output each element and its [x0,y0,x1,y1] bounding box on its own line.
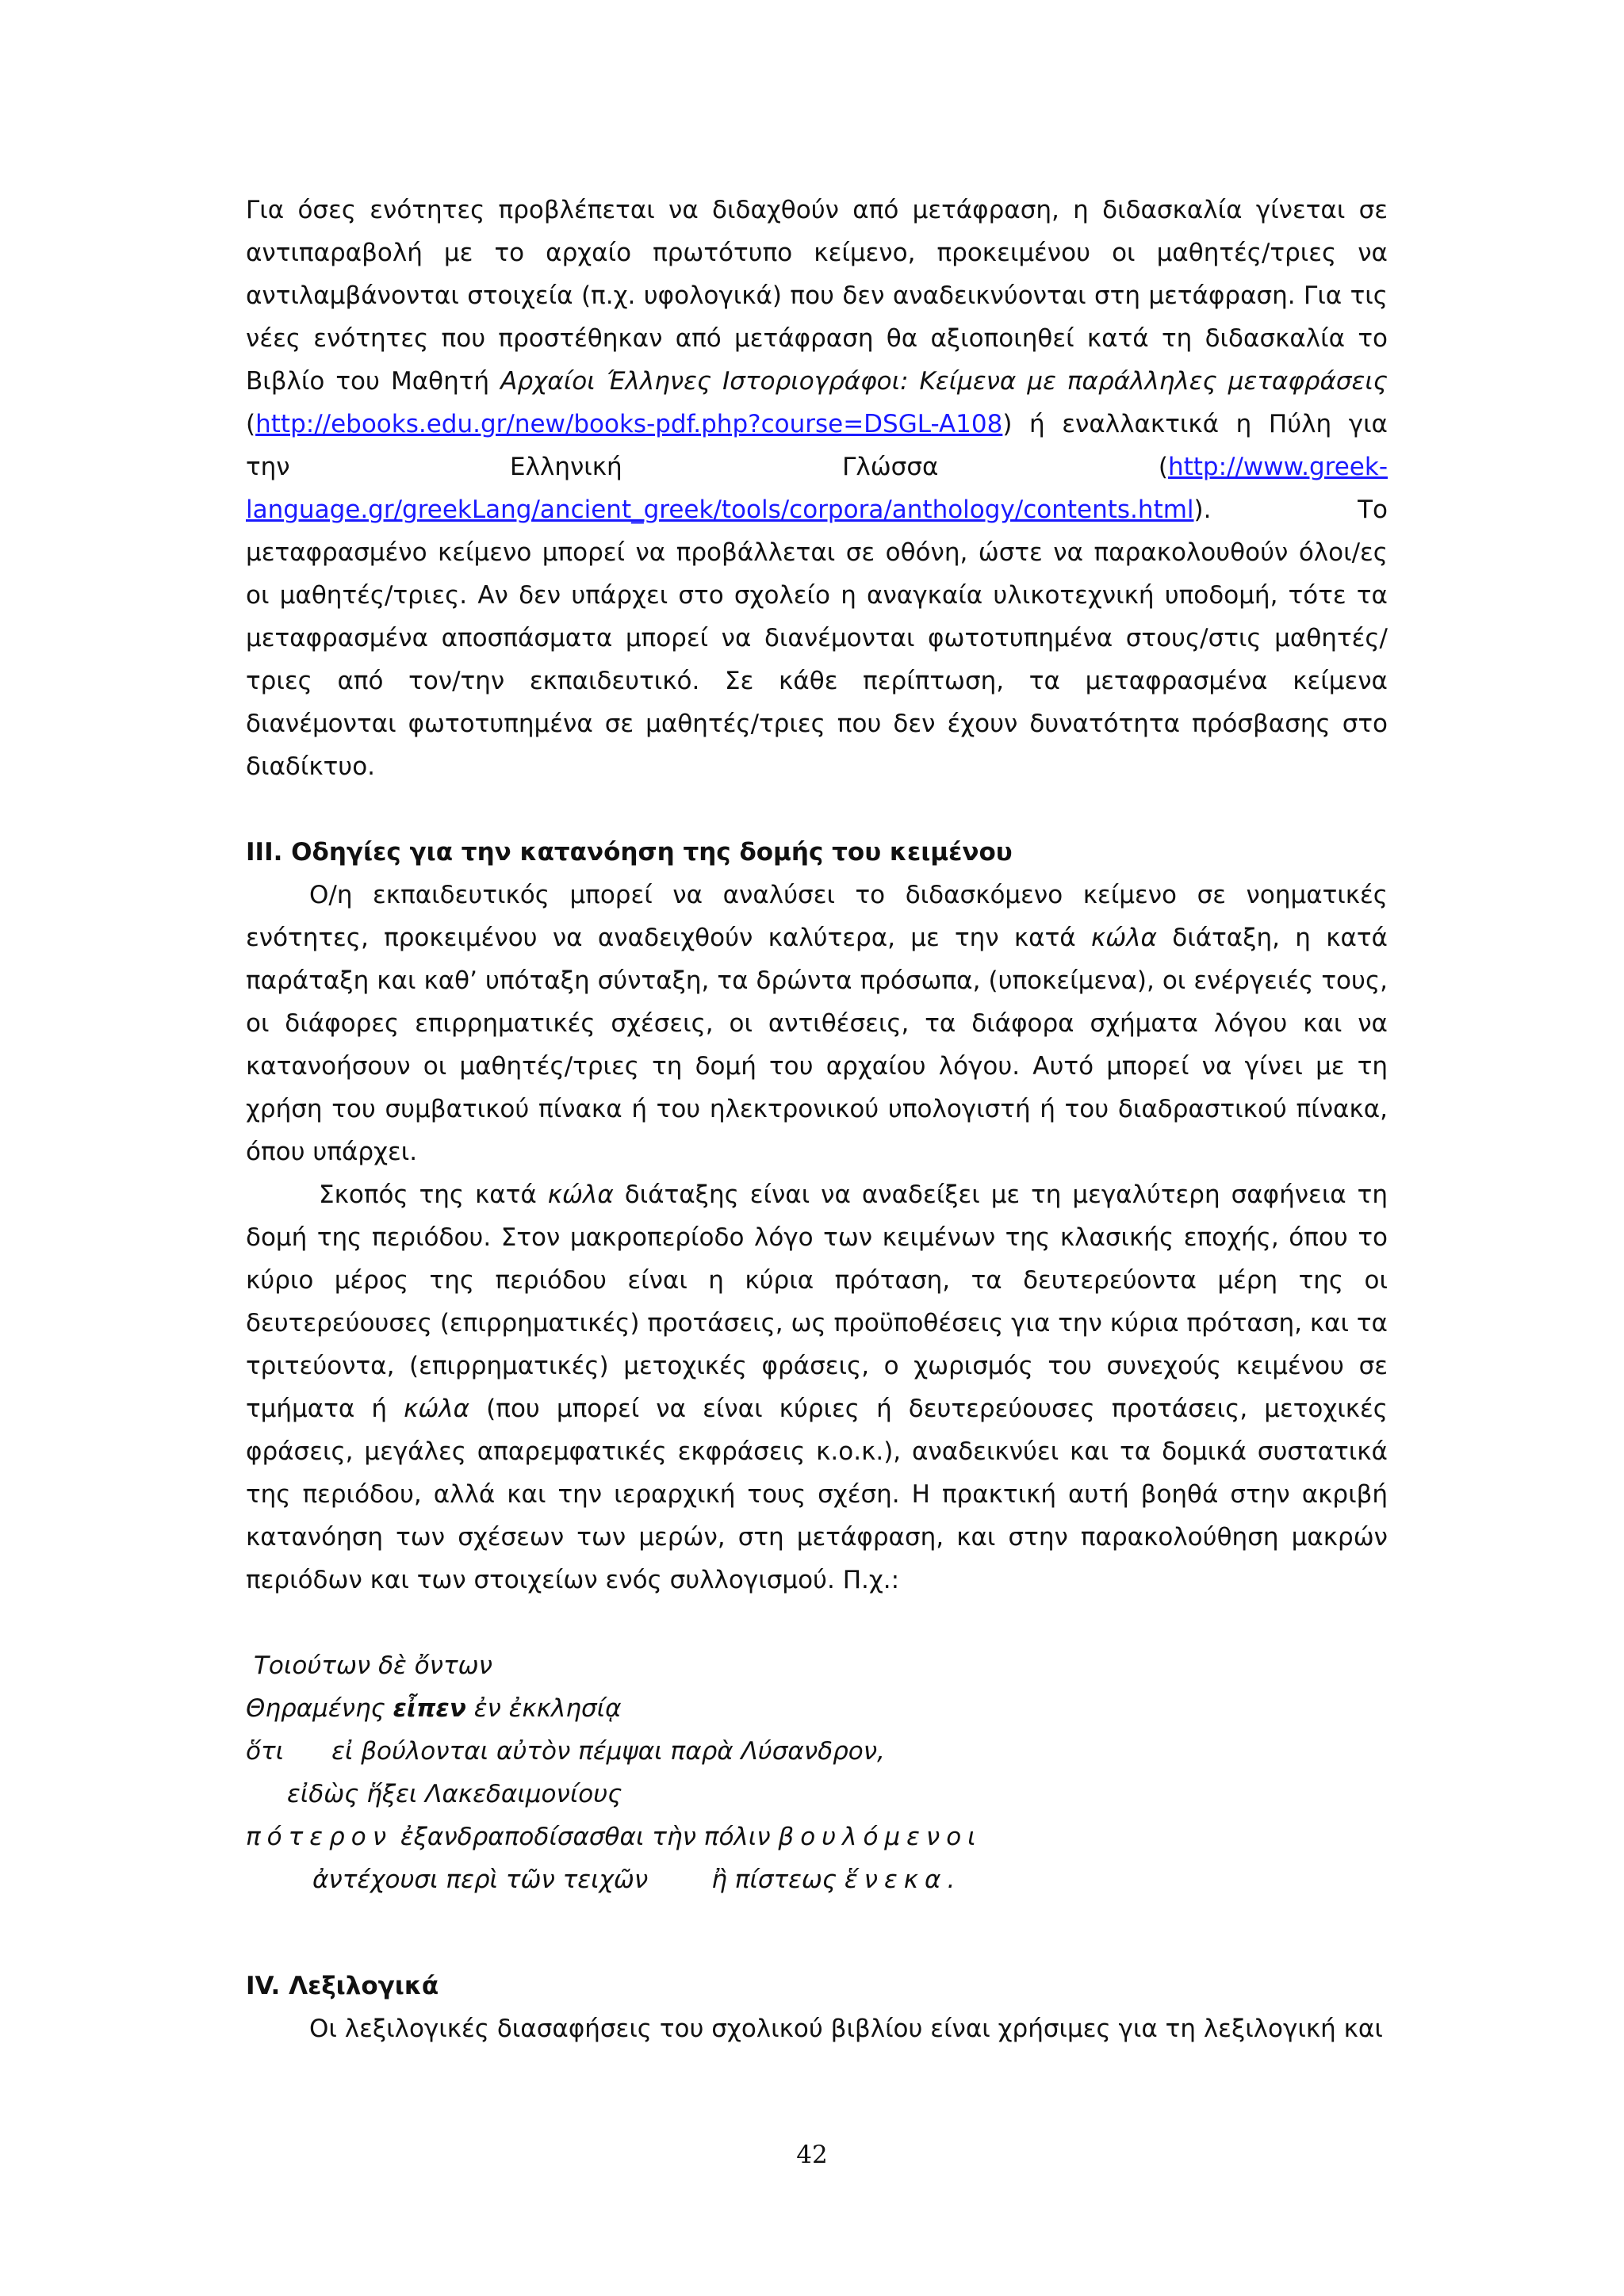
s3p1-text-b: διάταξη, η κατά παράταξη και καθ’ υπόταξη σύνταξη, τα δρώντα πρόσωπα, (υποκείμενα), οι ενέργειές τους, οι διάφορες επιρρηματικές σχέσεις, οι αντιθέσεις, τα διάφορα σχήματα λόγου και να κατανοήσουν οι μαθητές/τριες τη δομή του αρχαίου λόγου. Αυτό μπορεί να γίνει με τη χρήση του συμβατικού πίνακα ή του ηλεκτρονικού υπολογιστή ή του διαδραστικού πίνακα, όπου υπάρχει. [246,924,1388,1166]
intro-text-1: Για όσες ενότητες προβλέπεται να διδαχθούν από μετάφραση, η διδασκαλία γίνεται σε αντιπαραβολή με το αρχαίο πρωτότυπο κείμενο, προκειμένου οι μαθητές/τριες να αντιλαμβάνονται στοιχεία (π.χ. υφολογικά) που δεν αναδεικνύονται στη μετάφραση. Για τις νέες ενότητες που προστέθηκαν από μετάφραση θα αξιοποιηθεί κατά τη διδασκαλία το Βιβλίο του Μαθητή [246,196,1388,396]
kola-line-2-b: ἐν ἐκκλησίᾳ [465,1694,622,1723]
s3p2-text-b: διάταξης είναι να αναδείξει με τη μεγαλύτερη σαφήνεια τη δομή της περιόδου. Στον μακροπερίοδο λόγο των κειμένων της κλασικής εποχής, όπου το κύριο μέρος της περιόδου είναι η κύρια πρόταση, τα δευτερεύοντα μέρη της οι δευτερεύουσες (επιρρηματικές) προτάσεις, ως προϋποθέσεις για την κύρια πρόταση, και τα τριτεύοντα, (επιρρηματικές) μετοχικές φράσεις, ο χωρισμός του συνεχούς κειμένου σε τμήματα ή [246,1181,1388,1423]
intro-text-2: ( [246,410,256,438]
document-page [246,189,1388,2050]
s3p2-text-c: (που μπορεί να είναι κύριες ή δευτερεύουσες προτάσεις, μετοχικές φράσεις, μεγάλες απαρεμφατικές εκφράσεις κ.ο.κ.), αναδεικνύει και τα δομικά συστατικά της περιόδου, αλλά και την ιεραρχική τους σχέση. Η πρακτική αυτή βοηθά στην ακριβή κατανόηση των σχέσεων των μερών, στη μετάφραση, και στην παρακολούθηση μακρών περιόδων και των στοιχείων ενός συλλογισμού. Π.χ.: [246,1395,1388,1594]
kola-example [246,1644,1388,1901]
section-3-heading: ΙΙΙ. Οδηγίες για την κατανόηση της δομής του κειμένου [246,838,1013,867]
kola-line-5 [246,1816,1388,1858]
book-title: Αρχαίοι Έλληνες Ιστοριογράφοι: Κείμενα με παράλληλες μεταφράσεις [500,367,1388,396]
kola-line-6-c: ἕνεκα. [844,1866,962,1894]
kola-line-3 [246,1730,1388,1773]
kola-line-5-a: πότερον [246,1823,393,1851]
kola-line-6-b: ἢ πίστεως [711,1866,845,1894]
section-3-paragraph-1 [246,874,1388,1173]
intro-text-4: ). Το μεταφρασμένο κείμενο μπορεί να προβάλλεται σε οθόνη, ώστε να παρακολουθούν όλοι/ες οι μαθητές/τριες. Αν δεν υπάρχει στο σχολείο η αναγκαία υλικοτεχνική υποδομή, τότε τα μεταφρασμένα αποσπάσματα μπορεί να διανέμονται φωτοτυπημένα στους/στις μαθητές/τριες από τον/την εκπαιδευτικό. Σε κάθε περίπτωση, τα μεταφρασμένα κείμενα διανέμονται φωτοτυπημένα σε μαθητές/τριες που δεν έχουν δυνατότητα πρόσβασης στο διαδίκτυο. [246,496,1388,781]
kola-line-6 [246,1858,1388,1901]
kola-line-2 [246,1687,1388,1730]
s3p1-kola: κώλα [1090,924,1157,952]
intro-paragraph [246,189,1388,788]
kola-line-3-b: εἰ βούλονται αὐτὸν πέμψαι παρὰ Λύσανδρον, [331,1737,885,1766]
kola-line-1: Τοιούτων δὲ ὄντων [254,1651,492,1680]
kola-line-3-a: ὅτι [246,1737,285,1766]
s3p2-kola-1: κώλα [547,1181,614,1209]
s3p1-text-a: Ο/η εκπαιδευτικός μπορεί να αναλύσει το διδασκόμενο κείμενο σε νοηματικές ενότητες, προκειμένου να αναδειχθούν καλύτερα, με την κατά [246,881,1388,952]
kola-line-6-a: ἀντέχουσι περὶ τῶν τειχῶν [312,1866,649,1894]
kola-line-5-c: βουλόμενοι [778,1823,982,1851]
section-4-heading: IV. Λεξιλογικά [246,1972,439,2000]
kola-line-4: εἰδὼς ἥξει Λακεδαιμονίους [287,1780,622,1808]
greek-language-link[interactable]: http://www.greek-language.gr/greekLang/ancient_greek/tools/corpora/anthology/contents.html [246,453,1388,524]
s3p2-kola-2: κώλα [404,1395,470,1423]
ebooks-link[interactable]: http://ebooks.edu.gr/new/books-pdf.php?course=DSGL-A108 [255,410,1003,438]
kola-line-5-b: ἐξανδραποδίσασθαι τὴν πόλιν [393,1823,779,1851]
section-4-paragraph-1: Οι λεξιλογικές διασαφήσεις του σχολικού βιβλίου είναι χρήσιμες για τη λεξιλογική και [309,2015,1383,2043]
section-3-paragraph-2 [246,1173,1388,1601]
s3p2-text-a: Σκοπός της κατά [319,1181,548,1209]
intro-text-3: ) ή εναλλακτικά η Πύλη για την Ελληνική Γλώσσα ( [246,410,1388,481]
kola-line-2-a: Θηραμένης [246,1694,393,1723]
page-number: 42 [796,2141,828,2169]
kola-line-2-bold: εἶπεν [393,1694,466,1723]
